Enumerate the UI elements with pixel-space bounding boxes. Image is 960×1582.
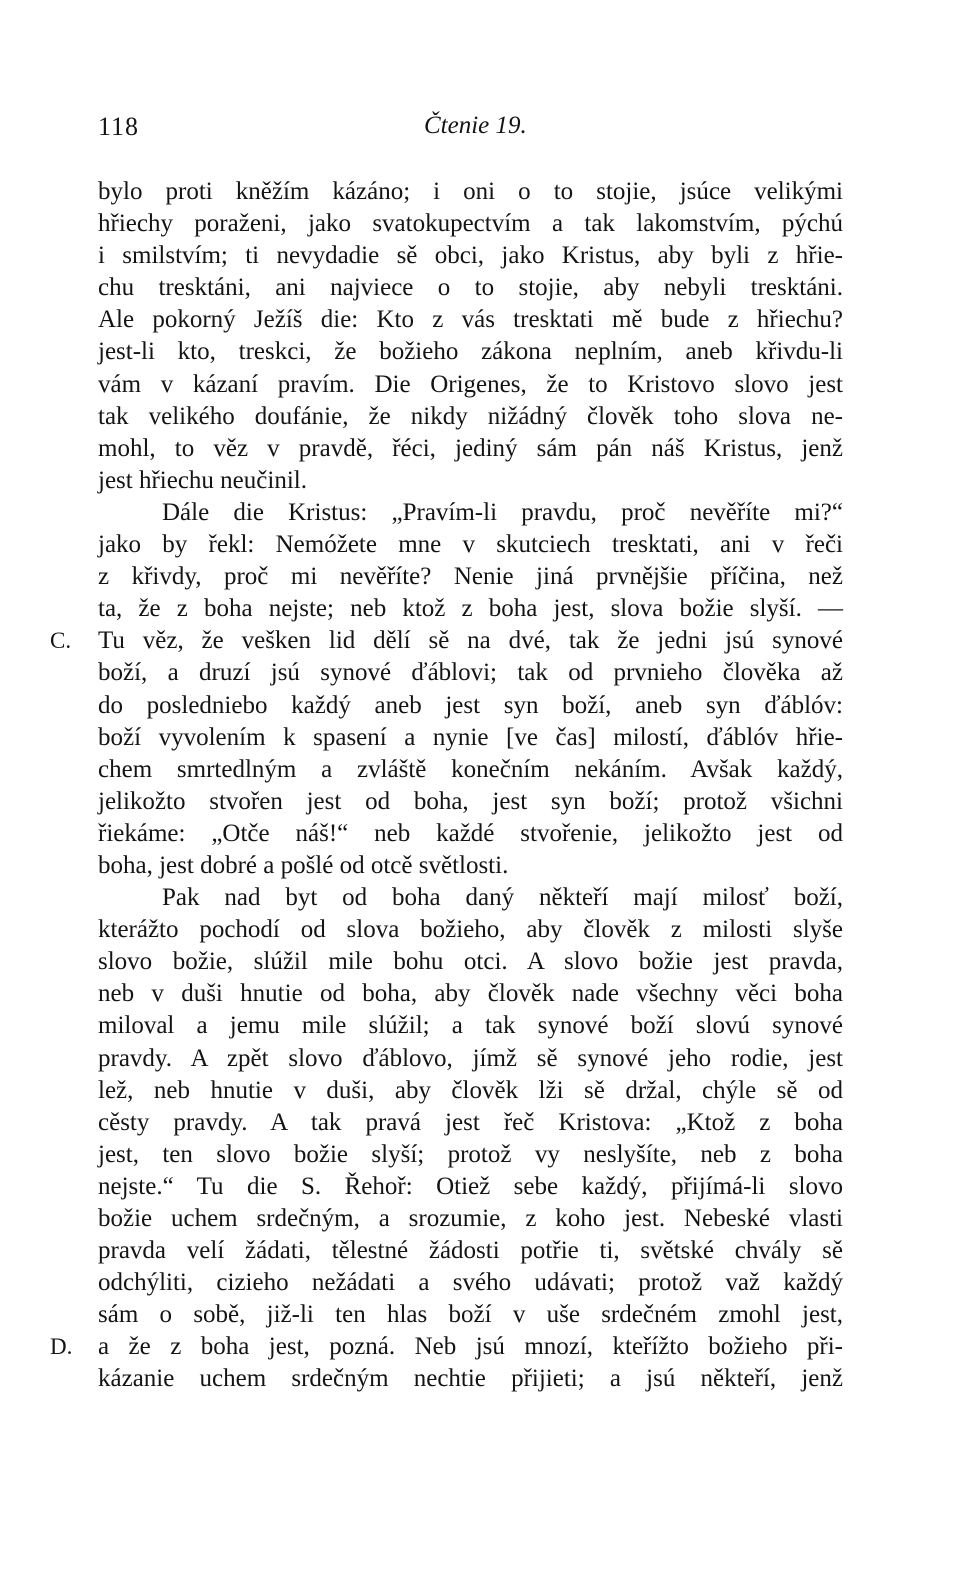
text-line-wrap (98, 240, 843, 272)
text-line: mohl, to věz v pravdě, řéci, jediný sám pán náš Kristus, jenž (98, 434, 843, 462)
text-line: odchýliti, cizieho nežádati a svého udávati; protož važ každý (98, 1269, 843, 1297)
body-text (50, 176, 843, 1396)
running-title: Čtenie 19. (424, 112, 527, 139)
text-line: Pak nad byt od boha daný někteří mají milosť boží, (162, 884, 843, 912)
text-line: pravdy. A zpět slovo ďáblovo, jímž sě synové jeho rodie, jest (98, 1044, 843, 1072)
text-line-wrap (98, 690, 843, 722)
text-line-wrap (98, 818, 843, 850)
text-line-wrap (98, 1363, 843, 1395)
text-line-wrap (98, 176, 843, 208)
text-line: kterážto pochodí od slova božieho, aby člověk z milosti slyše (98, 916, 843, 944)
text-line-wrap (98, 272, 843, 304)
text-line: pravda velí žádati, tělestné žádosti potřie ti, světské chvály sě (98, 1237, 843, 1265)
text-line: bylo proti kněžím kázáno; i oni o to stojie, jsúce velikými (98, 178, 843, 205)
text-line: nejste.“ Tu die S. Řehoř: Otiež sebe každý, přijímá-li slovo (98, 1172, 843, 1200)
text-line-wrap (98, 1171, 843, 1203)
text-line-wrap (98, 336, 843, 368)
text-line-wrap (98, 401, 843, 433)
text-line: jest-li kto, treskci, že božieho zákona neplním, aneb křivdu-li (98, 338, 843, 366)
text-line: jest, ten slovo božie slyší; protož vy neslyšíte, neb z boha (98, 1140, 843, 1168)
text-line: miloval a jemu mile slúžil; a tak synové boží slovú synové (98, 1012, 843, 1040)
text-line: jest hřiechu neučinil. (98, 466, 307, 494)
text-line-wrap (98, 1203, 843, 1235)
text-line-wrap (98, 1043, 843, 1075)
text-line-wrap (98, 657, 843, 689)
text-line: sám o sobě, již-li ten hlas boží v uše srdečném zmohl jest, (98, 1301, 843, 1329)
text-line: do posledniebo každý aneb jest syn boží, aneb syn ďáblóv: (98, 691, 843, 719)
text-line-wrap (98, 593, 843, 625)
text-line-wrap (98, 786, 843, 818)
text-line: vám v kázaní pravím. Die Origenes, že to Kristovo slovo jest (98, 370, 843, 398)
text-line-wrap (98, 1075, 843, 1107)
text-line-wrap (98, 208, 843, 240)
text-line-wrap (98, 882, 843, 914)
text-line: božie uchem srdečným, a srozumie, z koho jest. Nebeské vlasti (98, 1205, 843, 1232)
text-line-wrap (98, 561, 843, 593)
text-line: neb v duši hnutie od boha, aby člověk nade všechny věci boha (98, 980, 843, 1008)
text-line-wrap (98, 1139, 843, 1171)
text-line-wrap (98, 850, 843, 882)
text-line: lež, neb hnutie v duši, aby člověk lži sě držal, chýle sě od (98, 1076, 843, 1104)
text-line-wrap (98, 433, 843, 465)
text-line-wrap (50, 625, 843, 657)
text-line-wrap (98, 1235, 843, 1267)
text-line-wrap (98, 304, 843, 336)
text-line: boží vyvolením k spasení a nynie [ve čas] milostí, ďáblóv hřie- (98, 723, 843, 751)
text-line-wrap (50, 1331, 843, 1363)
text-line: ta, že z boha nejste; neb ktož z boha jest, slova božie slyší. — (98, 595, 843, 623)
text-line: jako by řekl: Nemóžete mne v skutciech tresktati, ani v řeči (98, 531, 843, 559)
text-line: kázanie uchem srdečným nechtie přijieti; a jsú někteří, jenž (98, 1365, 843, 1393)
text-line-wrap (98, 946, 843, 978)
page-number: 118 (98, 112, 140, 141)
text-line: boží, a druzí jsú synové ďáblovi; tak od prvnieho člověka až (98, 659, 843, 687)
text-line: Tu věz, že vešken lid dělí sě na dvé, tak že jedni jsú synové (98, 627, 843, 655)
text-line: cěsty pravdy. A tak pravá jest řeč Kristova: „Ktož z boha (98, 1108, 843, 1136)
text-line-wrap (98, 754, 843, 786)
text-line-wrap (98, 1299, 843, 1331)
text-line: z křivdy, proč mi nevěříte? Nenie jiná prvnějšie příčina, než (98, 563, 843, 591)
text-line-wrap (98, 369, 843, 401)
page-header (98, 112, 858, 148)
text-line: chu tresktáni, ani najviece o to stojie, aby nebyli tresktáni. (98, 274, 843, 302)
margin-section-marker: D. (50, 1334, 73, 1360)
text-line: a že z boha jest, pozná. Neb jsú mnozí, kteřížto božieho při- (98, 1333, 843, 1361)
text-line: boha, jest dobré a pošlé od otcě světlosti. (98, 851, 509, 879)
text-line-wrap (98, 465, 843, 497)
margin-section-marker: C. (50, 628, 72, 654)
text-line: Dále die Kristus: „Pravím-li pravdu, proč nevěříte mi?“ (162, 498, 843, 526)
text-line: Ale pokorný Ježíš die: Kto z vás tresktati mě bude z hřiechu? (98, 306, 843, 334)
text-line-wrap (98, 914, 843, 946)
text-line: chem smrtedlným a zvláště konečním nekáním. Avšak každý, (98, 755, 843, 783)
text-line: i smilstvím; ti nevydadie sě obci, jako Kristus, aby byli z hřie- (98, 242, 843, 270)
text-line-wrap (98, 1107, 843, 1139)
text-line: tak velikého doufánie, že nikdy nižádný člověk toho slova ne- (98, 402, 843, 430)
text-line-wrap (98, 1267, 843, 1299)
text-line-wrap (98, 722, 843, 754)
text-line: slovo božie, slúžil mile bohu otci. A slovo božie jest pravda, (98, 948, 843, 976)
text-line-wrap (98, 1010, 843, 1042)
text-line: hřiechy poraženi, jako svatokupectvím a tak lakomstvím, pýchú (98, 210, 843, 238)
text-line-wrap (98, 529, 843, 561)
text-line-wrap (98, 978, 843, 1010)
text-line: řiekáme: „Otče náš!“ neb každé stvořenie, jelikožto jest od (98, 819, 843, 847)
text-line: jelikožto stvořen jest od boha, jest syn boží; protož všichni (98, 787, 843, 815)
text-line-wrap (98, 497, 843, 529)
